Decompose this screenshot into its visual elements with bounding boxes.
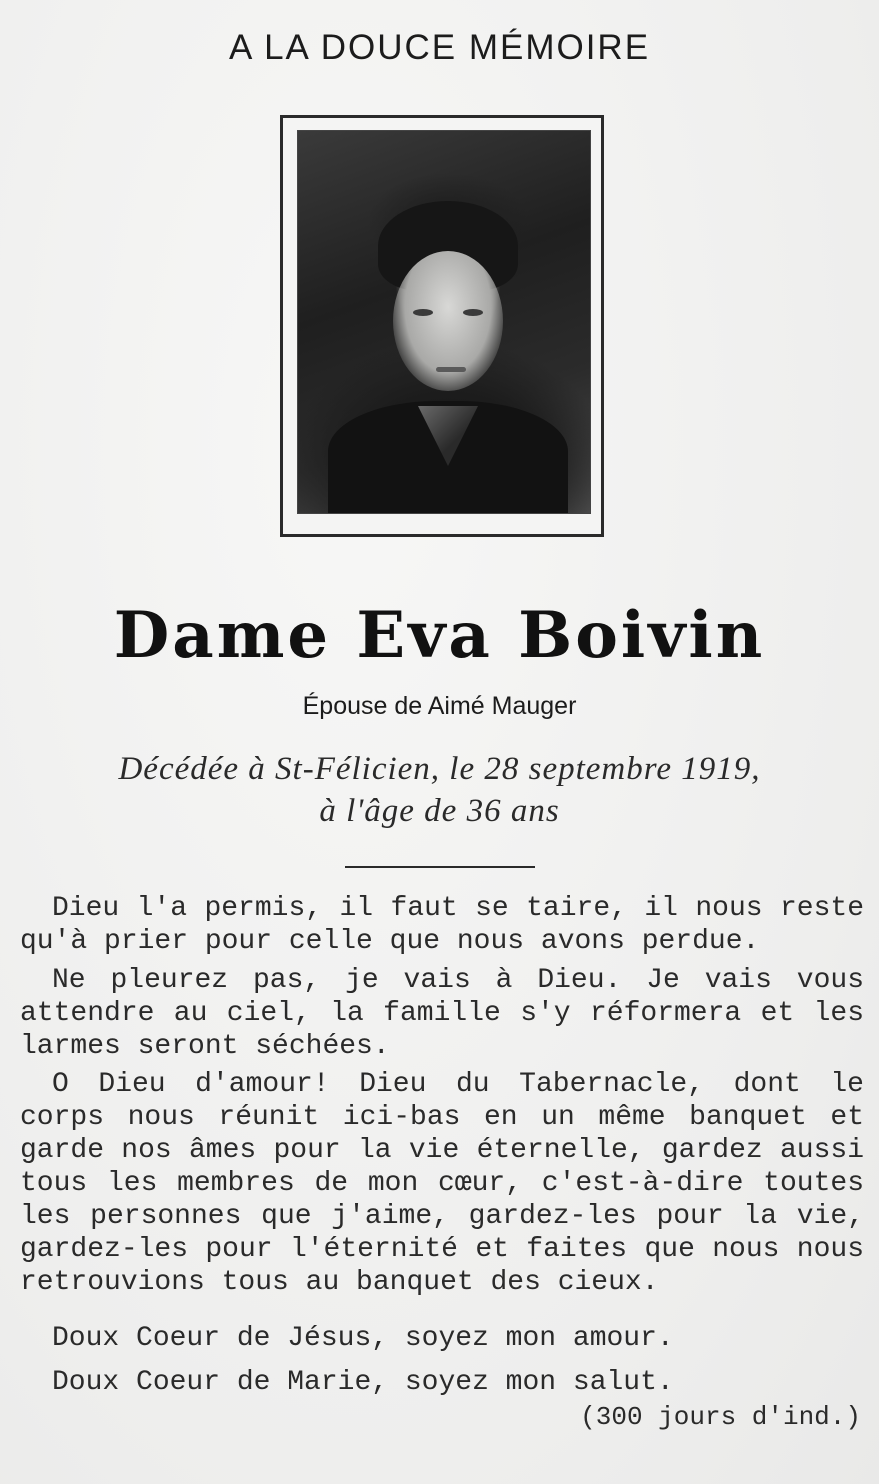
prayer-paragraph-2: Ne pleurez pas, je vais à Dieu. Je vais vous attendre au ciel, la famille s'y réformera et les larmes seront séchées.: [20, 965, 864, 1062]
indulgence-note: (300 jours d'ind.): [580, 1402, 861, 1432]
portrait-right-eye: [463, 309, 483, 316]
spouse-line: Épouse de Aimé Mauger: [302, 692, 577, 720]
deceased-name: Dame Eva Boivin: [113, 598, 766, 673]
prayer-paragraph-4: Doux Coeur de Jésus, soyez mon amour.: [52, 1323, 674, 1354]
death-notice: [0, 748, 879, 832]
prayer-paragraph-5: Doux Coeur de Marie, soyez mon salut.: [52, 1367, 674, 1398]
prayer-paragraph-1: Dieu l'a permis, il faut se taire, il nous reste qu'à prier pour celle que nous avons perdue.: [20, 893, 864, 957]
prayer-paragraph-3: O Dieu d'amour! Dieu du Tabernacle, dont le corps nous réunit ici-bas en un même banquet et garde nos âmes pour la vie éternelle, gardez aussi tous les membres de mon cœur, c'est-à-dire toutes les personnes que j'aime, gardez-les pour la vie, gardez-les pour l'éternité et faites que nous nous retrouvions tous au banquet des cieux.: [20, 1069, 864, 1298]
portrait-mouth: [436, 367, 466, 372]
death-notice-line-1: Décédée à St-Félicien, le 28 septembre 1919,: [118, 751, 761, 787]
portrait-frame: [280, 115, 604, 537]
portrait-photo: [297, 130, 591, 514]
portrait-left-eye: [413, 309, 433, 316]
divider-rule: [345, 866, 535, 868]
death-notice-line-2: à l'âge de 36 ans: [319, 793, 560, 829]
memorial-header: A LA DOUCE MÉMOIRE: [228, 28, 651, 67]
